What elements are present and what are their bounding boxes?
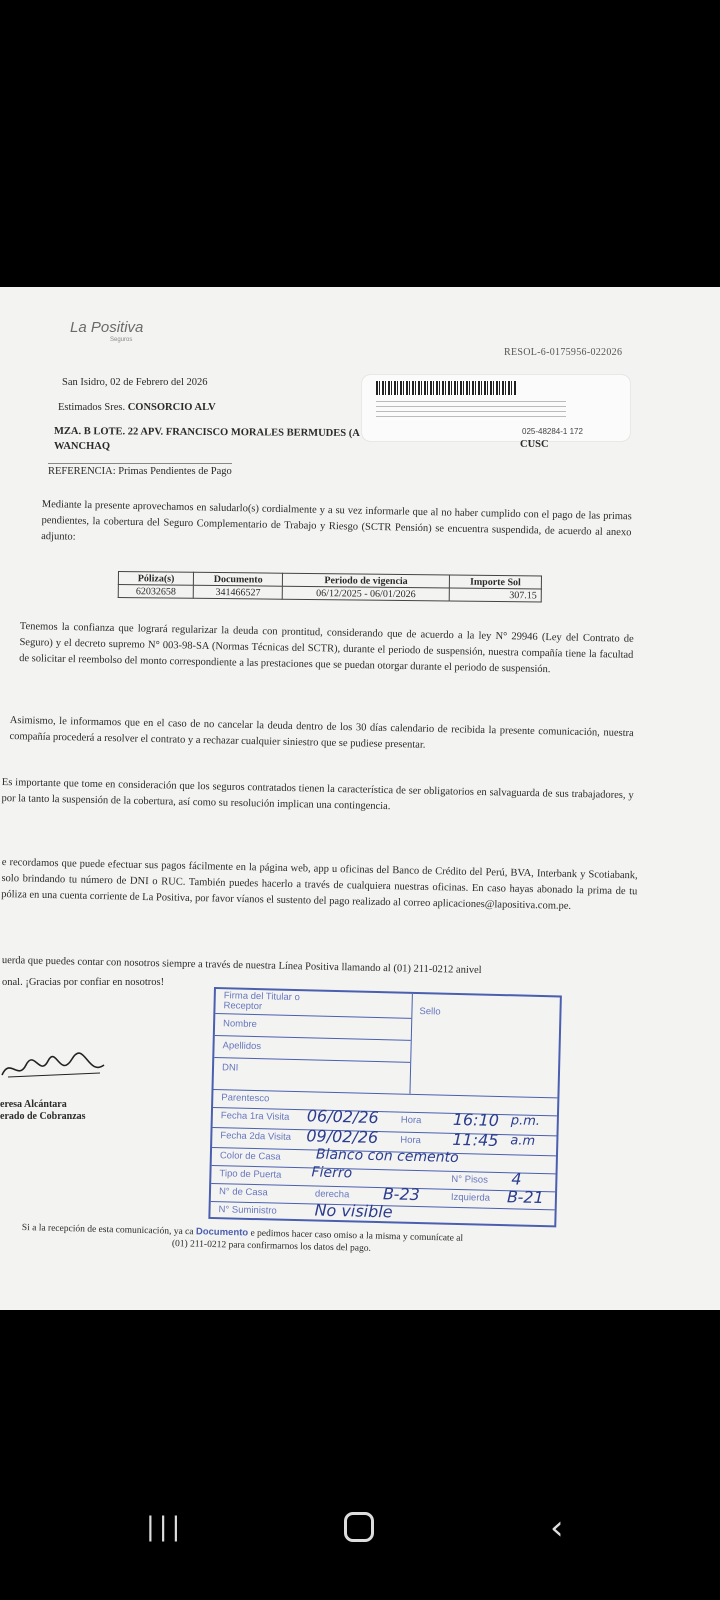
stamp-izquierda-value: B-21 [506,1187,545,1208]
stamp-pisos-label: N° Pisos [451,1173,489,1186]
date-line: San Isidro, 02 de Febrero del 2026 [62,377,208,388]
stamp-apellidos-label: Apellidos [222,1040,262,1053]
table-cell-period: 06/12/2025 - 06/01/2026 [283,586,450,601]
stamp-ncasa-label: N° de Casa [218,1186,268,1199]
reference-label: REFERENCIA: [48,466,116,477]
stamp-hora2-label: Hora [400,1134,422,1147]
paragraph-2: Tenemos la confianza que logrará regularizar la deuda con prontitud, considerando que de acuerdo a la ley N° 29946 (Ley del Contrato de Seguro) y el decreto supremo N° 003-98-SA (Normas Técnicas del SCTR), durante el periodo de suspensión, nuestra compañía tiene la facultad de solicitar el reembolso del monto correspondiente a las prestaciones que se puedan otorgar durante el periodo de suspensión. [19,620,634,676]
recent-apps-icon[interactable]: ||| [146,1512,185,1542]
table-header: Documento [194,572,283,586]
reference-text: Primas Pendientes de Pago [118,466,232,477]
paragraph-3: Asimismo, le informamos que en el caso de no cancelar la deuda dentro de los 30 días calendario de recibida la presente comunicación, nuestra compañía procederá a resolver el contrato y a rechazar cualquier siniestro que se pudiese presentar. [9,714,634,751]
reference [48,463,232,477]
stamp-hora2-value: 11:45 [452,1129,499,1150]
label-code: 025-48284-1 172 [522,427,583,436]
stamp-firma-label: Firma del Titular o Receptor [223,990,300,1013]
stamp-fecha1-value: 06/02/26 [306,1106,379,1128]
label-fine-print [376,401,566,419]
table-cell-amount: 307.15 [449,588,541,602]
paragraph-6-line-1: uerda que puedes contar con nosotros siempre a través de nuestra Línea Positiva llamando al (01) 211-0212 anivel [1,955,482,977]
stamp-fecha1-label: Fecha 1ra Visita [220,1110,290,1123]
signer-name: eresa Alcántara [0,1099,67,1110]
stamp-fecha2-label: Fecha 2da Visita [220,1130,292,1143]
stamp-row-dni [214,1057,410,1083]
paragraph-6-line-2: onal. ¡Gracias por confiar en nosotros! [2,977,165,988]
delivery-stamp [208,987,562,1227]
table-cell-policy: 62032658 [118,585,193,599]
stamp-fecha2-value: 09/02/26 [306,1126,379,1148]
resolution-number: RESOL-6-0175956-022026 [504,347,623,358]
stamp-derecha-value: B-23 [382,1184,421,1205]
stamp-puerta-value: Fierro [311,1164,353,1182]
stamp-derecha-label: derecha [314,1188,350,1201]
table-header: Importe Sol [449,575,541,589]
stamp-dni-label: DNI [221,1062,239,1074]
paragraph-4: Es importante que tome en consideración que los seguros contratados tienen la característica de ser obligatorios en salvaguarda de sus trabajadores, y por la tanto la suspensión de la cobertura, así como su resolución implican una contingencia. [1,776,634,813]
stamp-overprint: Documento [195,1226,249,1239]
stamp-parentesco-label: Parentesco [221,1092,270,1105]
greeting-prefix: Estimados Sres. [58,402,126,413]
stamp-ampm2-value: a.m [510,1133,536,1149]
home-icon[interactable] [344,1512,374,1542]
address-tail: CUSC [520,439,549,450]
policy-table [118,571,542,602]
stamp-izquierda-label: Izquierda [450,1191,491,1204]
signature-block [0,1047,110,1122]
table-cell-document: 341466527 [194,585,283,599]
footer-line-1a: Si a la recepción de esta comunicación, ya ca [21,1222,194,1238]
table-header: Periodo de vigencia [283,573,450,588]
stamp-pisos-value: 4 [511,1169,522,1189]
greeting [58,402,216,413]
paragraph-1: Mediante la presente aprovechamos en saludarlo(s) cordialmente y a su vez informarle que al no haber cumplido con el pago de las primas pendientes, la cobertura del Seguro Complementario de Trabajo y Riesgo (SCTR Pensión) se encuentra suspendida, de acuerdo al anexo adjunto: [41,498,632,543]
android-navigation-bar [0,1490,720,1570]
paragraph-5: e recordamos que puede efectuar sus pagos fácilmente en la página web, app u oficinas del Banco de Crédito del Perú, BVA, Interbank y Scotiabank, solo brindando tu número de DNI o RUC. También puedes hacerlo a través de cualquiera nuestras oficinas. En caso hayas abonado la prima de tu póliza en una cuenta corriente de La Positiva, por favor víanos el sustento del pago realizado al correo aplicaciones@lapositiva.com.pe. [1,856,638,912]
signer-title: erado de Cobranzas [0,1111,86,1122]
stamp-hora1-label: Hora [400,1114,422,1127]
logo-subtitle: Seguros [110,337,133,343]
barcode-icon [376,381,516,395]
stamp-puerta-label: Tipo de Puerta [219,1168,282,1181]
client-name: CONSORCIO ALV [127,402,216,413]
stamp-color-value: Blanco con cemento [315,1146,459,1167]
stamp-sello-label: Sello [419,1006,441,1018]
back-icon[interactable]: ‹ [550,1508,564,1548]
stamp-nombre-label: Nombre [222,1018,258,1031]
signature-image [0,1047,110,1087]
address-line-2: WANCHAQ [54,441,111,452]
address-line-1: MZA. B LOTE. 22 APV. FRANCISCO MORALES BERMUDES (A [53,425,360,440]
company-logo: La Positiva [70,319,144,336]
letter-page [0,287,720,1310]
stamp-hora1-value: 16:10 [452,1109,500,1130]
stamp-color-label: Color de Casa [219,1150,281,1163]
stamp-suministro-value: No visible [314,1200,393,1222]
footer-line-2: (01) 211-0212 para confirmarnos los datos del pago. [171,1239,372,1254]
address-label [362,375,630,441]
table-header: Póliza(s) [118,572,193,586]
stamp-suministro-label: N° Suministro [218,1204,277,1217]
stamp-ampm1-value: p.m. [510,1113,541,1130]
footer-line-1b: e pedimos hacer caso omiso a la misma y comunícate al [250,1228,464,1244]
